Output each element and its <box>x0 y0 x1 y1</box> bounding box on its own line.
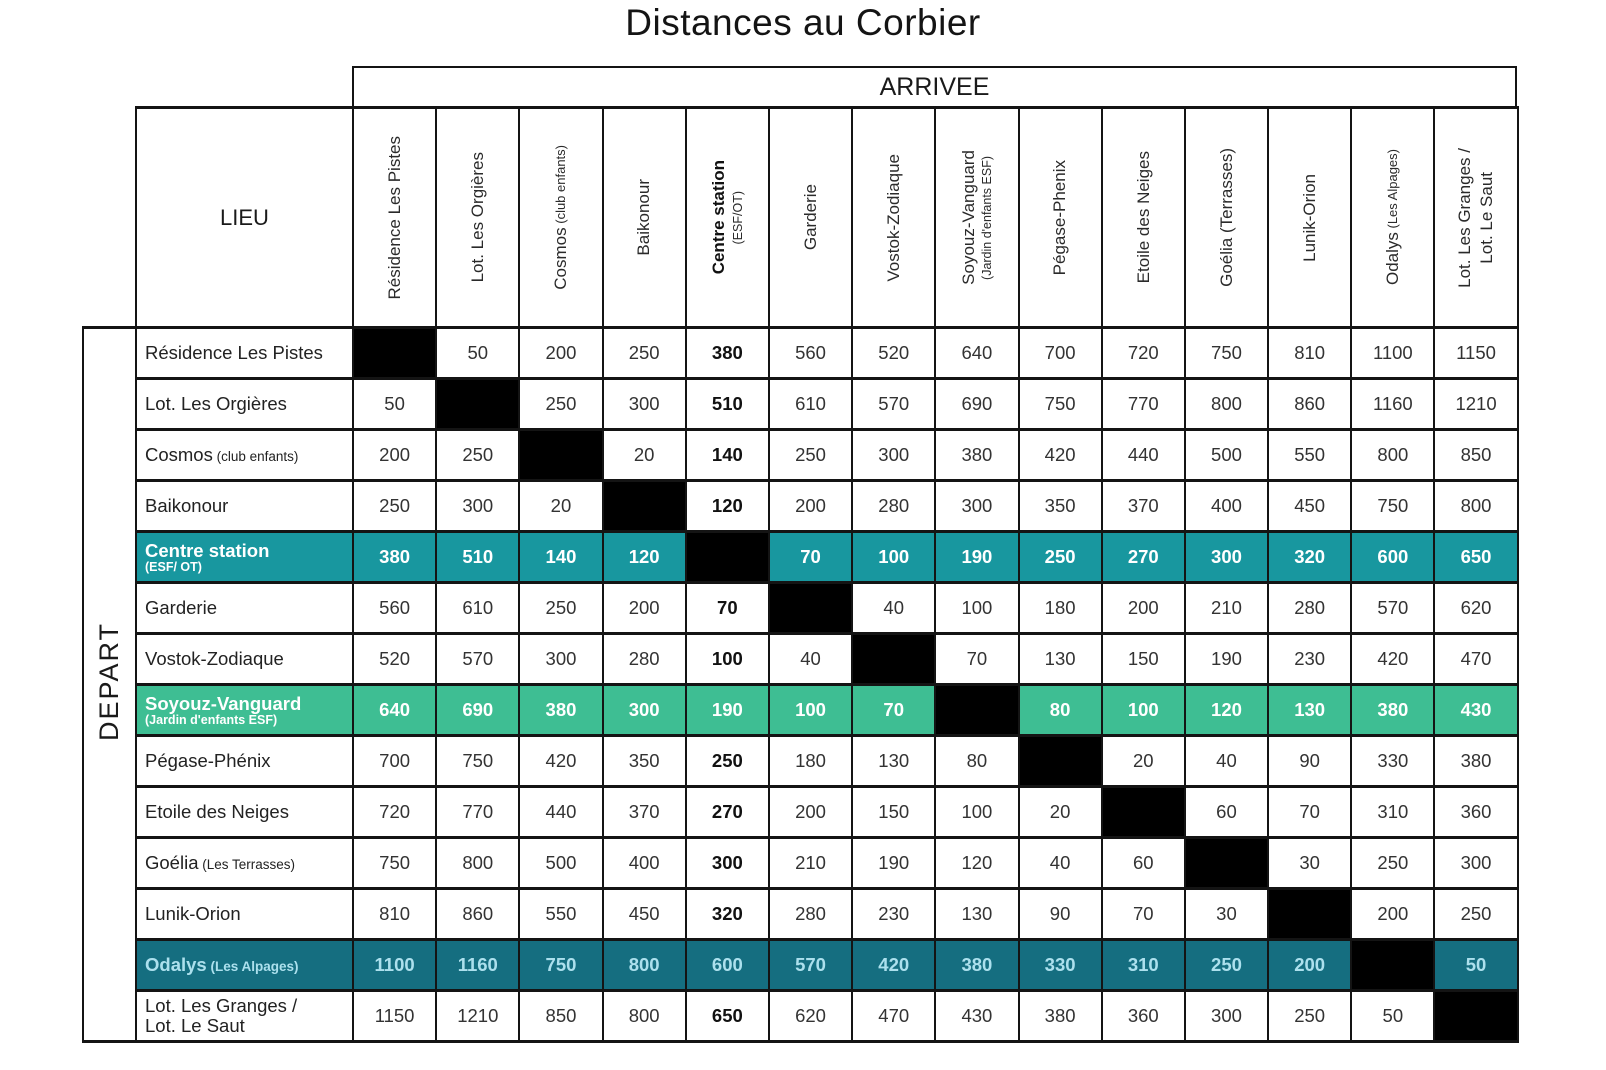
distance-cell: 1210 <box>1434 379 1517 430</box>
column-header-14: Lot. Les Granges / Lot. Le Saut <box>1434 108 1517 328</box>
distance-cell: 20 <box>519 481 602 532</box>
row-label: Lunik-Orion <box>136 889 353 940</box>
distance-cell: 80 <box>1019 685 1102 736</box>
distance-cell: 620 <box>769 991 852 1042</box>
distance-cell: 120 <box>686 481 769 532</box>
column-header-12: Lunik-Orion <box>1268 108 1351 328</box>
distance-cell: 700 <box>1019 328 1102 379</box>
diagonal-cell <box>436 379 519 430</box>
distance-cell: 30 <box>1268 838 1351 889</box>
column-header-10: Etoile des Neiges <box>1102 108 1185 328</box>
column-header-7: Vostok-Zodiaque <box>852 108 935 328</box>
distance-cell: 40 <box>1185 736 1268 787</box>
distance-cell: 690 <box>935 379 1018 430</box>
distance-cell: 520 <box>353 634 436 685</box>
distance-cell: 420 <box>1351 634 1434 685</box>
distance-cell: 550 <box>519 889 602 940</box>
distance-cell: 610 <box>436 583 519 634</box>
row-label: Etoile des Neiges <box>136 787 353 838</box>
distance-cell: 640 <box>353 685 436 736</box>
distance-cell: 380 <box>935 430 1018 481</box>
header-row <box>83 108 1518 328</box>
distance-cell: 720 <box>1102 328 1185 379</box>
diagonal-cell <box>1102 787 1185 838</box>
distance-cell: 800 <box>603 940 686 991</box>
distance-cell: 850 <box>1434 430 1517 481</box>
distance-cell: 450 <box>1268 481 1351 532</box>
distance-cell: 300 <box>436 481 519 532</box>
table-row <box>83 787 1518 838</box>
distance-cell: 250 <box>353 481 436 532</box>
distance-cell: 310 <box>1351 787 1434 838</box>
distance-cell: 380 <box>353 532 436 583</box>
distance-cell: 250 <box>769 430 852 481</box>
distance-cell: 70 <box>769 532 852 583</box>
distance-cell: 380 <box>519 685 602 736</box>
table-row <box>83 634 1518 685</box>
row-label: Vostok-Zodiaque <box>136 634 353 685</box>
distance-cell: 800 <box>1185 379 1268 430</box>
distance-cell: 800 <box>603 991 686 1042</box>
distance-cell: 210 <box>1185 583 1268 634</box>
distance-cell: 600 <box>686 940 769 991</box>
distance-cell: 270 <box>686 787 769 838</box>
distance-cell: 750 <box>1351 481 1434 532</box>
distance-cell: 620 <box>1434 583 1517 634</box>
distance-cell: 250 <box>603 328 686 379</box>
diagonal-cell <box>1268 889 1351 940</box>
distance-cell: 750 <box>353 838 436 889</box>
distance-cell: 20 <box>603 430 686 481</box>
row-label: Résidence Les Pistes <box>136 328 353 379</box>
distance-cell: 250 <box>519 583 602 634</box>
diagonal-cell <box>353 328 436 379</box>
distance-cell: 50 <box>436 328 519 379</box>
distance-cell: 20 <box>1019 787 1102 838</box>
table-row <box>83 838 1518 889</box>
table-row <box>83 685 1518 736</box>
distance-cell: 20 <box>1102 736 1185 787</box>
table-row <box>83 889 1518 940</box>
distance-cell: 200 <box>769 787 852 838</box>
diagonal-cell <box>1019 736 1102 787</box>
distance-cell: 1100 <box>353 940 436 991</box>
diagonal-cell <box>519 430 602 481</box>
distance-cell: 200 <box>1268 940 1351 991</box>
distance-cell: 250 <box>1185 940 1268 991</box>
distance-cell: 180 <box>769 736 852 787</box>
column-header-11: Goélia (Terrasses) <box>1185 108 1268 328</box>
distance-cell: 380 <box>1434 736 1517 787</box>
distance-cell: 100 <box>852 532 935 583</box>
distance-cell: 200 <box>353 430 436 481</box>
distance-cell: 300 <box>1185 532 1268 583</box>
distance-cell: 650 <box>1434 532 1517 583</box>
distance-cell: 230 <box>1268 634 1351 685</box>
distance-cell: 860 <box>1268 379 1351 430</box>
distance-cell: 510 <box>686 379 769 430</box>
diagonal-cell <box>686 532 769 583</box>
distance-cell: 250 <box>519 379 602 430</box>
distance-cell: 300 <box>686 838 769 889</box>
distance-cell: 470 <box>1434 634 1517 685</box>
distance-cell: 180 <box>1019 583 1102 634</box>
distance-cell: 100 <box>935 787 1018 838</box>
distance-cell: 280 <box>852 481 935 532</box>
diagonal-cell <box>603 481 686 532</box>
distance-cell: 440 <box>1102 430 1185 481</box>
column-header-9: Pégase-Phenix <box>1019 108 1102 328</box>
distance-cell: 100 <box>1102 685 1185 736</box>
distance-cell: 190 <box>935 532 1018 583</box>
table-row <box>83 328 1518 379</box>
distance-cell: 750 <box>1185 328 1268 379</box>
distance-cell: 320 <box>1268 532 1351 583</box>
distance-cell: 270 <box>1102 532 1185 583</box>
distance-cell: 130 <box>935 889 1018 940</box>
distance-cell: 80 <box>935 736 1018 787</box>
distance-cell: 800 <box>436 838 519 889</box>
distance-cell: 350 <box>603 736 686 787</box>
distance-cell: 1100 <box>1351 328 1434 379</box>
distance-cell: 520 <box>852 328 935 379</box>
distance-cell: 560 <box>353 583 436 634</box>
distance-cell: 150 <box>852 787 935 838</box>
distance-cell: 300 <box>519 634 602 685</box>
distance-cell: 560 <box>769 328 852 379</box>
corner-spacer <box>83 108 136 328</box>
distance-cell: 200 <box>519 328 602 379</box>
distance-cell: 40 <box>769 634 852 685</box>
distance-cell: 330 <box>1351 736 1434 787</box>
diagonal-cell <box>935 685 1018 736</box>
distance-cell: 570 <box>769 940 852 991</box>
distance-cell: 640 <box>935 328 1018 379</box>
distance-cell: 570 <box>852 379 935 430</box>
distance-cell: 200 <box>1351 889 1434 940</box>
row-label: Soyouz-Vanguard (Jardin d'enfants ESF) <box>136 685 353 736</box>
distance-cell: 100 <box>935 583 1018 634</box>
distance-cell: 300 <box>1434 838 1517 889</box>
distance-cell: 50 <box>353 379 436 430</box>
row-label: Baikonour <box>136 481 353 532</box>
distance-cell: 690 <box>436 685 519 736</box>
distance-cell: 60 <box>1102 838 1185 889</box>
distance-cell: 650 <box>686 991 769 1042</box>
distance-cell: 230 <box>852 889 935 940</box>
distance-cell: 320 <box>686 889 769 940</box>
diagonal-cell <box>1351 940 1434 991</box>
distance-cell: 280 <box>603 634 686 685</box>
distance-cell: 750 <box>436 736 519 787</box>
distance-table <box>82 106 1519 1043</box>
distance-cell: 130 <box>852 736 935 787</box>
table-row <box>83 379 1518 430</box>
distance-cell: 700 <box>353 736 436 787</box>
row-label: Lot. Les Orgières <box>136 379 353 430</box>
distance-cell: 210 <box>769 838 852 889</box>
distance-cell: 140 <box>519 532 602 583</box>
table-row <box>83 430 1518 481</box>
row-label: Pégase-Phénix <box>136 736 353 787</box>
distance-cell: 40 <box>1019 838 1102 889</box>
distance-cell: 250 <box>1019 532 1102 583</box>
row-label: Goélia (Les Terrasses) <box>136 838 353 889</box>
table-row <box>83 583 1518 634</box>
table-row <box>83 940 1518 991</box>
column-header-5: Centre station (ESF/OT) <box>686 108 769 328</box>
distance-cell: 250 <box>436 430 519 481</box>
distance-cell: 750 <box>519 940 602 991</box>
distance-cell: 550 <box>1268 430 1351 481</box>
distance-cell: 330 <box>1019 940 1102 991</box>
row-label: Cosmos (club enfants) <box>136 430 353 481</box>
row-label: Odalys (Les Alpages) <box>136 940 353 991</box>
distance-cell: 1150 <box>353 991 436 1042</box>
distance-cell: 100 <box>686 634 769 685</box>
column-header-1: Résidence Les Pistes <box>353 108 436 328</box>
distance-cell: 810 <box>353 889 436 940</box>
distance-cell: 860 <box>436 889 519 940</box>
distance-cell: 440 <box>519 787 602 838</box>
distance-cell: 360 <box>1102 991 1185 1042</box>
row-label: Garderie <box>136 583 353 634</box>
distance-cell: 190 <box>1185 634 1268 685</box>
column-header-8: Soyouz-Vanguard (Jardin d'enfants ESF) <box>935 108 1018 328</box>
distance-cell: 70 <box>852 685 935 736</box>
distance-cell: 300 <box>1185 991 1268 1042</box>
distance-cell: 300 <box>852 430 935 481</box>
distance-cell: 570 <box>436 634 519 685</box>
diagonal-cell <box>1185 838 1268 889</box>
distance-cell: 380 <box>935 940 1018 991</box>
distance-cell: 200 <box>769 481 852 532</box>
distance-cell: 70 <box>935 634 1018 685</box>
distance-cell: 50 <box>1351 991 1434 1042</box>
distance-cell: 610 <box>769 379 852 430</box>
diagonal-cell <box>769 583 852 634</box>
distance-cell: 90 <box>1268 736 1351 787</box>
distance-cell: 40 <box>852 583 935 634</box>
distance-cell: 120 <box>603 532 686 583</box>
distance-cell: 400 <box>603 838 686 889</box>
table-row <box>83 532 1518 583</box>
distance-cell: 570 <box>1351 583 1434 634</box>
table-row <box>83 481 1518 532</box>
page-title: Distances au Corbier <box>625 2 981 43</box>
lieu-header: LIEU <box>136 108 353 328</box>
column-header-3: Cosmos (club enfants) <box>519 108 602 328</box>
column-header-6: Garderie <box>769 108 852 328</box>
distance-cell: 280 <box>769 889 852 940</box>
distance-cell: 720 <box>353 787 436 838</box>
column-header-4: Baikonour <box>603 108 686 328</box>
table-row <box>83 736 1518 787</box>
row-label: Lot. Les Granges / Lot. Le Saut <box>136 991 353 1042</box>
distance-cell: 500 <box>519 838 602 889</box>
distance-cell: 250 <box>1351 838 1434 889</box>
distance-cell: 70 <box>1268 787 1351 838</box>
distance-cell: 770 <box>436 787 519 838</box>
distance-cell: 70 <box>1102 889 1185 940</box>
distance-cell: 380 <box>1351 685 1434 736</box>
distance-cell: 300 <box>935 481 1018 532</box>
distance-cell: 430 <box>935 991 1018 1042</box>
distance-cell: 770 <box>1102 379 1185 430</box>
distance-cell: 380 <box>686 328 769 379</box>
distance-cell: 310 <box>1102 940 1185 991</box>
distance-cell: 400 <box>1185 481 1268 532</box>
distance-cell: 510 <box>436 532 519 583</box>
table-row <box>83 991 1518 1042</box>
arrivee-header: ARRIVEE <box>352 66 1517 106</box>
diagonal-cell <box>1434 991 1517 1042</box>
distance-cell: 420 <box>519 736 602 787</box>
distance-cell: 600 <box>1351 532 1434 583</box>
distance-cell: 810 <box>1268 328 1351 379</box>
row-label: Centre station (ESF/ OT) <box>136 532 353 583</box>
distance-cell: 850 <box>519 991 602 1042</box>
distance-cell: 250 <box>686 736 769 787</box>
distance-cell: 100 <box>769 685 852 736</box>
depart-label: DEPART <box>83 328 136 1042</box>
distance-cell: 50 <box>1434 940 1517 991</box>
distance-cell: 1160 <box>436 940 519 991</box>
distance-cell: 1150 <box>1434 328 1517 379</box>
distance-cell: 190 <box>686 685 769 736</box>
column-header-2: Lot. Les Orgières <box>436 108 519 328</box>
distance-cell: 470 <box>852 991 935 1042</box>
distance-cell: 140 <box>686 430 769 481</box>
distance-cell: 300 <box>603 685 686 736</box>
distance-cell: 60 <box>1185 787 1268 838</box>
diagonal-cell <box>852 634 935 685</box>
distance-cell: 380 <box>1019 991 1102 1042</box>
distance-cell: 420 <box>1019 430 1102 481</box>
distance-cell: 130 <box>1268 685 1351 736</box>
distance-cell: 280 <box>1268 583 1351 634</box>
distance-cell: 90 <box>1019 889 1102 940</box>
distance-cell: 1160 <box>1351 379 1434 430</box>
distance-cell: 190 <box>852 838 935 889</box>
distance-cell: 120 <box>1185 685 1268 736</box>
distance-cell: 500 <box>1185 430 1268 481</box>
distance-cell: 200 <box>603 583 686 634</box>
distance-cell: 800 <box>1434 481 1517 532</box>
distance-cell: 800 <box>1351 430 1434 481</box>
distance-cell: 130 <box>1019 634 1102 685</box>
distance-cell: 450 <box>603 889 686 940</box>
distance-cell: 250 <box>1434 889 1517 940</box>
distance-cell: 370 <box>603 787 686 838</box>
distance-cell: 120 <box>935 838 1018 889</box>
distance-cell: 370 <box>1102 481 1185 532</box>
distance-cell: 430 <box>1434 685 1517 736</box>
distance-cell: 200 <box>1102 583 1185 634</box>
distance-cell: 360 <box>1434 787 1517 838</box>
distance-cell: 30 <box>1185 889 1268 940</box>
distance-cell: 420 <box>852 940 935 991</box>
distance-cell: 1210 <box>436 991 519 1042</box>
distance-cell: 250 <box>1268 991 1351 1042</box>
distance-cell: 70 <box>686 583 769 634</box>
distance-cell: 350 <box>1019 481 1102 532</box>
column-header-13: Odalys (Les Alpages) <box>1351 108 1434 328</box>
distance-cell: 750 <box>1019 379 1102 430</box>
distance-cell: 300 <box>603 379 686 430</box>
distance-cell: 150 <box>1102 634 1185 685</box>
